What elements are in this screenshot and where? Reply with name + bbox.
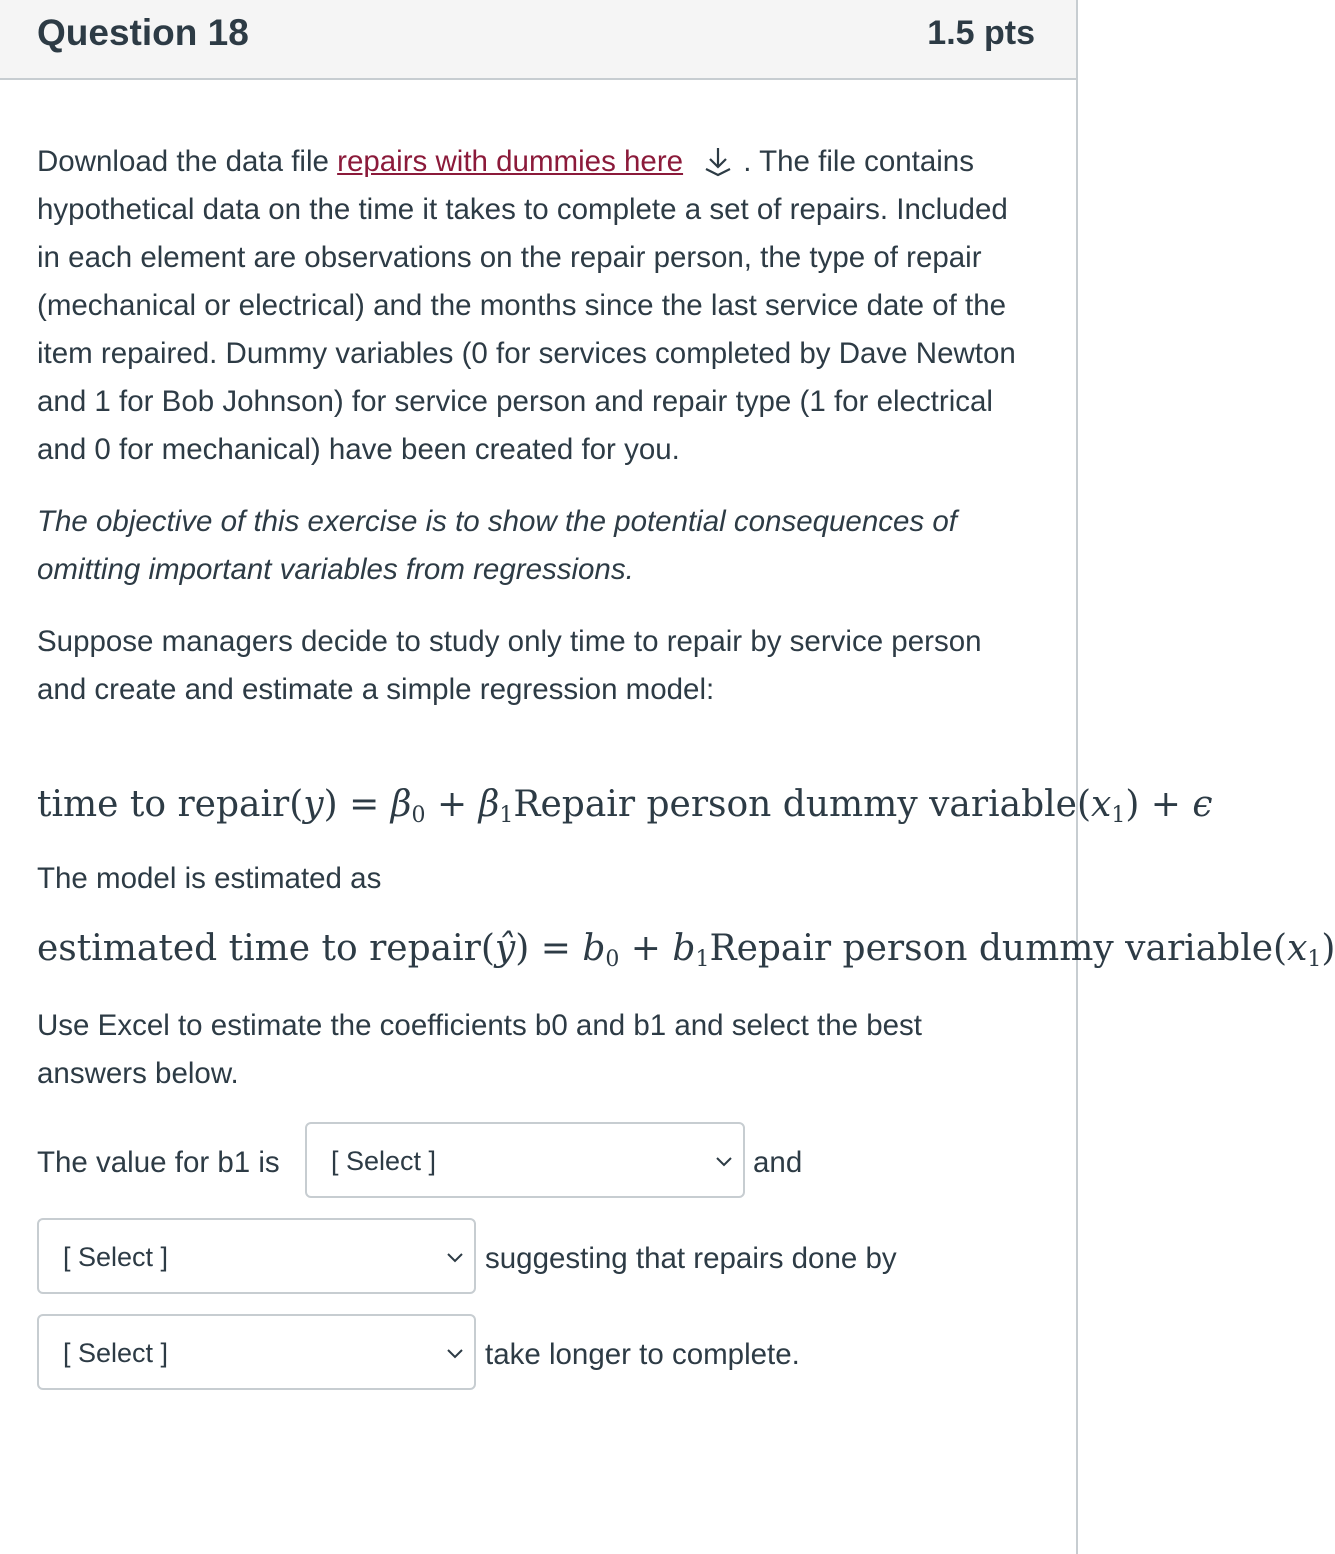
question-title: Question 18 xyxy=(37,12,249,53)
download-file-link[interactable]: repairs with dummies here xyxy=(337,145,684,178)
model-estimated-label: The model is estimated as xyxy=(37,862,382,895)
use-excel-paragraph: Use Excel to estimate the coefficients b0 and b1 and select the best answers below. xyxy=(37,1009,922,1090)
model-equation: time to repair(y) = $\beta_0$ + $\beta_1Repair$ person dummy $variable(x_1) + \epsilon$ xyxy=(37,784,1213,828)
row3-suffix: take longer to complete. xyxy=(485,1338,800,1371)
interpretation-select-text: [ Select ] xyxy=(63,1242,169,1272)
intro-text-rest: contains hypothetical data on the time it takes to complete a set of repairs. Included in each element are observations on the repair person, the type of repair (mechanical or electrical) and the months since the last service date of the item repaired. Dummy variables (0 for services completed by Dave Newton and 1 for Bob Johnson) for service person and repair type (1 for electrical and 0 for mechanical) have been created for you. xyxy=(37,145,1016,466)
content-right-border xyxy=(1076,0,1078,1554)
b1-value-label: The value for b1 is xyxy=(37,1146,280,1179)
row1-suffix: and xyxy=(753,1146,803,1179)
b1-value-select-text: [ Select ] xyxy=(331,1146,437,1176)
download-icon[interactable] xyxy=(701,144,735,176)
question-body xyxy=(37,138,1027,714)
question-header xyxy=(0,0,1076,80)
b1-value-select[interactable] xyxy=(305,1122,745,1198)
question-points: 1.5 pts xyxy=(927,14,1035,52)
intro-text-before-link: Download the data file xyxy=(37,145,338,178)
chevron-down-icon xyxy=(446,1251,464,1263)
intro-text-after-link: . The file xyxy=(743,145,856,178)
chevron-down-icon xyxy=(715,1155,733,1167)
interpretation-select[interactable] xyxy=(37,1218,476,1294)
chevron-down-icon xyxy=(446,1347,464,1359)
suppose-paragraph: Suppose managers decide to study only time to repair by service person and create and estimate a simple regression model: xyxy=(37,625,982,706)
objective-paragraph: The objective of this exercise is to show the potential consequences of omitting important variables from regressions. xyxy=(37,505,957,586)
repair-person-select-text: [ Select ] xyxy=(63,1338,169,1368)
intro-paragraph xyxy=(37,138,1027,474)
repair-person-select[interactable] xyxy=(37,1314,476,1390)
estimated-equation: estimated time to repair(ŷ) = $b_0$ + $b_1Repair$ person dummy $variable(x_1)$ xyxy=(37,928,1335,972)
row2-suffix: suggesting that repairs done by xyxy=(485,1242,897,1275)
